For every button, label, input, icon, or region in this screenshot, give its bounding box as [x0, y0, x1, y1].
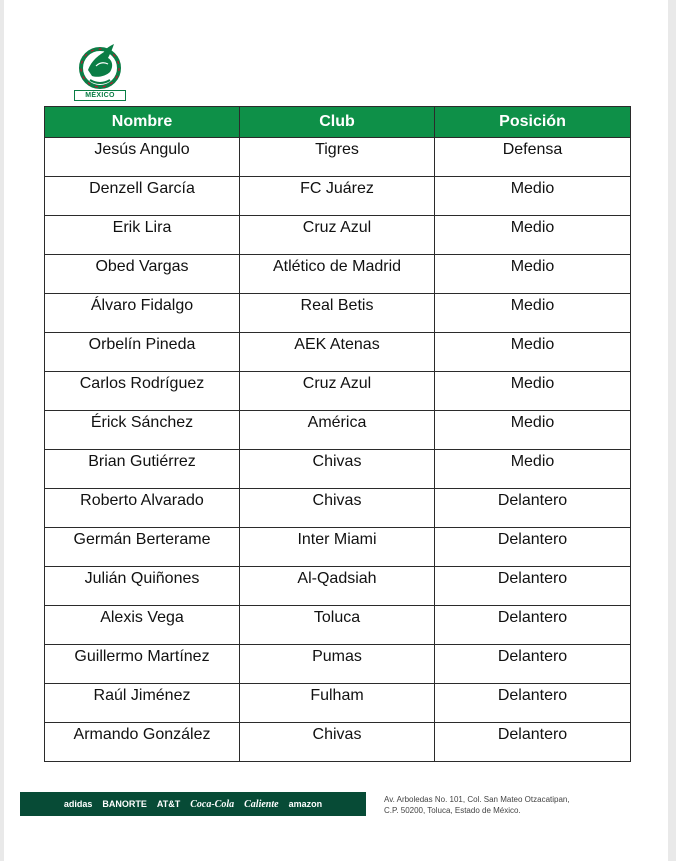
cell-club: Cruz Azul: [240, 216, 435, 255]
cell-posicion: Medio: [435, 333, 631, 372]
table-row: [45, 255, 631, 294]
cell-nombre: Jesús Angulo: [45, 138, 240, 177]
cell-posicion: Medio: [435, 216, 631, 255]
cell-posicion: Delantero: [435, 723, 631, 762]
sponsor-coca-cola: Coca-Cola: [190, 798, 235, 810]
cell-nombre: Obed Vargas: [45, 255, 240, 294]
cell-posicion: Medio: [435, 294, 631, 333]
table-row: [45, 216, 631, 255]
cell-posicion: Delantero: [435, 684, 631, 723]
cell-nombre: Orbelín Pineda: [45, 333, 240, 372]
cell-club: Inter Miami: [240, 528, 435, 567]
cell-posicion: Delantero: [435, 567, 631, 606]
logo-label: MÉXICO: [74, 90, 126, 101]
table-row: [45, 138, 631, 177]
cell-posicion: Defensa: [435, 138, 631, 177]
table-row: [45, 450, 631, 489]
cell-posicion: Delantero: [435, 606, 631, 645]
header-club: Club: [240, 107, 435, 138]
table-row: [45, 489, 631, 528]
table-row: [45, 372, 631, 411]
table-row: [45, 567, 631, 606]
cell-nombre: Denzell García: [45, 177, 240, 216]
cell-posicion: Medio: [435, 177, 631, 216]
sponsor-banorte: BANORTE: [102, 799, 147, 809]
cell-nombre: Brian Gutiérrez: [45, 450, 240, 489]
cell-nombre: Armando González: [45, 723, 240, 762]
table-row: [45, 645, 631, 684]
document-page: [4, 0, 668, 861]
cell-nombre: Roberto Alvarado: [45, 489, 240, 528]
sponsor-amazon: amazon: [288, 799, 323, 809]
cell-nombre: Raúl Jiménez: [45, 684, 240, 723]
table-row: [45, 411, 631, 450]
cell-posicion: Medio: [435, 450, 631, 489]
roster-table: [44, 106, 631, 762]
table-row: [45, 528, 631, 567]
cell-nombre: Guillermo Martínez: [45, 645, 240, 684]
table-row: [45, 294, 631, 333]
cell-club: Al-Qadsiah: [240, 567, 435, 606]
table-row: [45, 333, 631, 372]
cell-nombre: Julián Quiñones: [45, 567, 240, 606]
cell-posicion: Medio: [435, 255, 631, 294]
cell-nombre: Germán Berterame: [45, 528, 240, 567]
table-row: [45, 606, 631, 645]
cell-posicion: Delantero: [435, 528, 631, 567]
cell-club: Tigres: [240, 138, 435, 177]
cell-club: FC Juárez: [240, 177, 435, 216]
cell-club: Chivas: [240, 450, 435, 489]
cell-posicion: Medio: [435, 372, 631, 411]
mexico-federation-logo: [74, 40, 126, 104]
cell-club: Cruz Azul: [240, 372, 435, 411]
table-row: [45, 684, 631, 723]
cell-posicion: Delantero: [435, 645, 631, 684]
header-nombre: Nombre: [45, 107, 240, 138]
sponsor-bar: [20, 792, 366, 816]
cell-club: Fulham: [240, 684, 435, 723]
cell-club: Chivas: [240, 489, 435, 528]
cell-nombre: Erik Lira: [45, 216, 240, 255]
cell-club: AEK Atenas: [240, 333, 435, 372]
cell-club: Chivas: [240, 723, 435, 762]
table-header-row: [45, 107, 631, 138]
header-posicion: Posición: [435, 107, 631, 138]
table-row: [45, 723, 631, 762]
sponsor-att: AT&T: [156, 799, 181, 809]
cell-nombre: Érick Sánchez: [45, 411, 240, 450]
address-block: [384, 794, 624, 816]
cell-club: América: [240, 411, 435, 450]
cell-club: Real Betis: [240, 294, 435, 333]
cell-nombre: Carlos Rodríguez: [45, 372, 240, 411]
cell-posicion: Delantero: [435, 489, 631, 528]
table-row: [45, 177, 631, 216]
address-line-1: Av. Arboledas No. 101, Col. San Mateo Otzacatipan,: [384, 795, 570, 804]
cell-club: Pumas: [240, 645, 435, 684]
cell-club: Atlético de Madrid: [240, 255, 435, 294]
eagle-crest-icon: [74, 40, 126, 92]
sponsor-adidas: adidas: [63, 799, 93, 809]
cell-posicion: Medio: [435, 411, 631, 450]
cell-nombre: Alexis Vega: [45, 606, 240, 645]
cell-nombre: Álvaro Fidalgo: [45, 294, 240, 333]
address-line-2: C.P. 50200, Toluca, Estado de México.: [384, 806, 521, 815]
sponsor-caliente: Caliente: [244, 798, 279, 810]
cell-club: Toluca: [240, 606, 435, 645]
